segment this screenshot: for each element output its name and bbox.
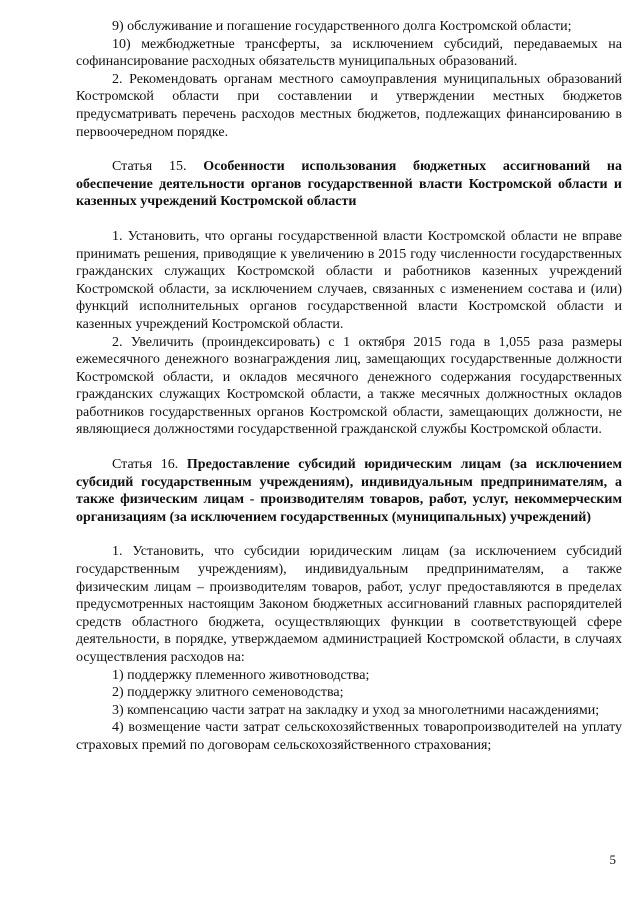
article-15-heading (76, 158, 622, 211)
list-item-9: 9) обслуживание и погашение государственного долга Костромской области; (112, 19, 572, 34)
spacer (76, 141, 622, 158)
article-16-title: Предоставление субсидий юридическим лицам (за исключением субсидий государственным учреждениям), индивидуальным предпринимателям, а также физическим лицам - производителям товаров, работ, услуг, некоммерческим организациям (за исключением государственных (муниципальных) учреждений) (76, 457, 622, 525)
article-15-prefix: Статья 15. (112, 159, 187, 175)
article-16-prefix: Статья 16. (112, 457, 179, 473)
article-15-title: Особенности использования бюджетных ассигнований на обеспечение деятельности органов государственной власти Костромской области и казенных учреждений Костромской области (76, 159, 622, 210)
paragraph-recommend: 2. Рекомендовать органам местного самоуправления муниципальных образований Костромской области при составлении и утверждении местных бюджетов предусматривать перечень расходов местных бюджетов, подлежащих финансированию в первоочередном порядке. (76, 71, 622, 140)
spacer (76, 211, 622, 228)
article-15-paragraph-2: 2. Увеличить (проиндексировать) с 1 октября 2015 года в 1,055 раза размеры ежемесячного денежного вознаграждения лиц, замещающих государственные должности Костромской области, и окладов месячного денежного содержания государственных гражданских служащих Костромской области, а также месячных должностных окладов работников государственных органов Костромской области, замещающих должности, не являющиеся должностями государственной гражданской службы Костромской области. (76, 334, 622, 438)
article-16-item-2: 2) поддержку элитного семеноводства; (112, 685, 344, 701)
article-16-heading (76, 456, 622, 526)
article-16-paragraph-1: 1. Установить, что субсидии юридическим лицам (за исключением субсидий государственным учреждениям), индивидуальным предпринимателям, а также физическим лицам – производителям товаров, работ, услуг предоставляются в пределах предусмотренных настоящим Законом бюджетных ассигнований главных распорядителей средств областного бюджета, осуществляющих функции в соответствующей сфере деятельности, в порядке, утверждаемом администрацией Костромской области, в случаях осуществления расходов на: (76, 544, 622, 665)
page-number: 5 (609, 852, 616, 867)
article-16-item-3: 3) компенсацию части затрат на закладку и уход за многолетними насаждениями; (112, 702, 600, 718)
article-15-paragraph-1: 1. Установить, что органы государственной власти Костромской области не вправе принимать решения, приводящие к увеличению в 2015 году численности государственных гражданских служащих Костромской области и работников казенных учреждений Костромской области, за исключением случаев, связанных с изменением состава и (или) функций исполнительных органов государственной власти Костромской области и казенных учреждений Костромской области. (76, 228, 622, 332)
list-item-10: 10) межбюджетные трансферты, за исключением субсидий, передаваемых на софинансирование расходных обязательств муниципальных образований. (76, 36, 622, 70)
article-16-item-4: 4) возмещение части затрат сельскохозяйственных товаропроизводителей на уплату страховых премий по договорам сельскохозяйственного страхования; (76, 720, 622, 753)
spacer (76, 526, 622, 543)
article-16-item-1: 1) поддержку племенного животноводства; (112, 667, 370, 683)
document-body (76, 18, 622, 755)
spacer (76, 439, 622, 456)
